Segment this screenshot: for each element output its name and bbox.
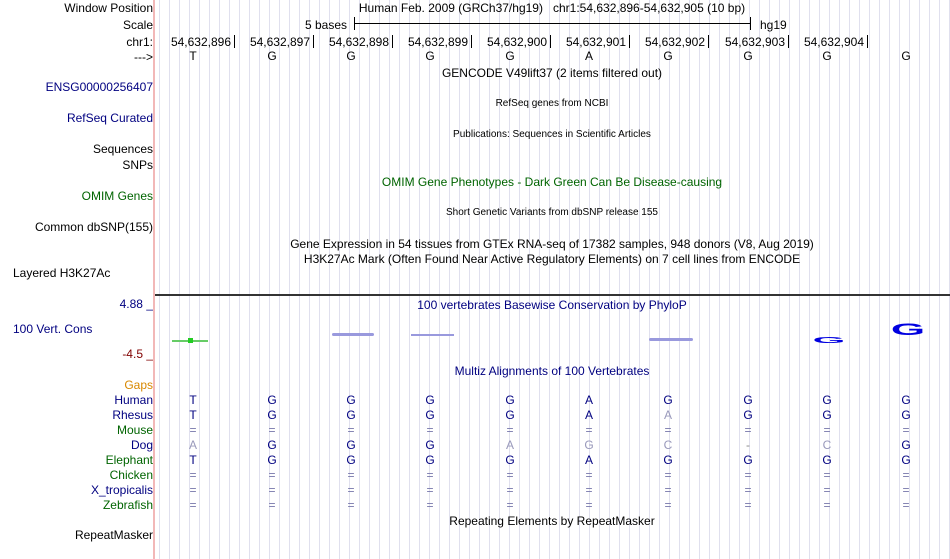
phylop-bar-3 — [332, 333, 374, 336]
aligned-base: G — [425, 393, 435, 407]
aligned-base: G — [267, 393, 277, 407]
phylop-logo-letter-9: G — [812, 335, 846, 345]
grid-line — [629, 0, 630, 559]
phylop-bar-7 — [649, 338, 693, 341]
reference-base: G — [505, 49, 515, 63]
grid-line — [369, 0, 370, 559]
position-tick — [788, 35, 789, 48]
aligned-base: G — [425, 408, 435, 422]
grid-line — [539, 0, 540, 559]
aligned-base: = — [347, 468, 355, 482]
aligned-base: = — [426, 423, 434, 437]
grid-line — [699, 0, 700, 559]
grid-line — [309, 0, 310, 559]
aligned-base: = — [902, 483, 910, 497]
aligned-base: G — [743, 393, 753, 407]
aligned-base: A — [505, 438, 514, 452]
position-tick — [629, 35, 630, 48]
species-label-elephant[interactable]: Elephant — [105, 453, 153, 467]
refseq-curated-label[interactable]: RefSeq Curated — [66, 111, 153, 125]
aligned-base: G — [663, 393, 673, 407]
aligned-base: = — [744, 468, 752, 482]
scale-label: Scale — [122, 18, 153, 32]
grid-line — [609, 0, 610, 559]
gaps-label[interactable]: Gaps — [124, 378, 153, 392]
aligned-base: A — [584, 393, 593, 407]
aligned-base: C — [663, 438, 673, 452]
aligned-base: = — [506, 423, 514, 437]
grid-line — [579, 0, 580, 559]
grid-line — [459, 0, 460, 559]
grid-line — [159, 0, 160, 559]
phylop-min-label: -4.5 _ — [122, 347, 153, 361]
aligned-base: = — [902, 468, 910, 482]
aligned-base: G — [901, 408, 911, 422]
grid-line — [379, 0, 380, 559]
aligned-base: = — [347, 483, 355, 497]
aligned-base: = — [744, 483, 752, 497]
aligned-base: G — [663, 453, 673, 467]
species-label-dog[interactable]: Dog — [130, 438, 153, 452]
grid-line — [679, 0, 680, 559]
refseq-track-title[interactable]: RefSeq genes from NCBI — [495, 98, 609, 109]
grid-line — [809, 0, 810, 559]
phylop-track-title[interactable]: 100 vertebrates Basewise Conservation by PhyloP — [417, 298, 687, 312]
phylop-bar-4 — [411, 334, 454, 336]
aligned-base: = — [902, 498, 910, 512]
position-tick — [550, 35, 551, 48]
strand-arrow-label[interactable]: ---> — [134, 50, 153, 64]
position-label: 54,632,896 — [170, 35, 231, 49]
gencode-item-label[interactable]: ENSG00000256407 — [45, 80, 153, 94]
grid-line — [439, 0, 440, 559]
grid-line — [599, 0, 600, 559]
aligned-base: G — [822, 408, 832, 422]
grid-line — [729, 0, 730, 559]
phylop-max-label: 4.88 _ — [119, 297, 153, 311]
phylop-track-label[interactable]: 100 Vert. Cons — [13, 322, 93, 336]
reference-base: G — [743, 49, 753, 63]
grid-line — [859, 0, 860, 559]
aligned-base: = — [823, 483, 831, 497]
h3k27ac-track-title[interactable]: H3K27Ac Mark (Often Found Near Active Regulatory Elements) on 7 cell lines from ENCODE — [303, 252, 801, 266]
aligned-base: G — [505, 408, 515, 422]
assembly-region-title — [359, 1, 745, 15]
aligned-base: = — [189, 468, 197, 482]
aligned-base: G — [584, 438, 594, 452]
aligned-base: = — [189, 498, 197, 512]
phylop-point-1 — [188, 338, 193, 343]
grid-line — [249, 0, 250, 559]
aligned-base: = — [585, 423, 593, 437]
aligned-base: = — [426, 498, 434, 512]
position-label: 54,632,904 — [803, 35, 864, 49]
grid-line — [299, 0, 300, 559]
aligned-base: = — [744, 498, 752, 512]
aligned-base: G — [267, 453, 277, 467]
reference-base: G — [822, 49, 832, 63]
position-tick — [313, 35, 314, 48]
grid-line — [869, 0, 870, 559]
aligned-base: = — [268, 498, 276, 512]
reference-base: T — [189, 49, 197, 63]
repeatmasker-label[interactable]: RepeatMasker — [74, 528, 153, 542]
aligned-base: G — [346, 453, 356, 467]
grid-line — [449, 0, 450, 559]
aligned-base: = — [664, 483, 672, 497]
grid-line — [259, 0, 260, 559]
aligned-base: = — [189, 423, 197, 437]
species-label-chicken[interactable]: Chicken — [109, 468, 153, 482]
reference-base: G — [425, 49, 435, 63]
aligned-base: G — [505, 453, 515, 467]
reference-base: G — [663, 49, 673, 63]
window-position-label: Window Position — [64, 1, 153, 15]
grid-line — [469, 0, 470, 559]
aligned-base: G — [901, 438, 911, 452]
grid-line — [779, 0, 780, 559]
grid-line — [419, 0, 420, 559]
grid-line — [359, 0, 360, 559]
position-label: 54,632,903 — [724, 35, 785, 49]
aligned-base: A — [663, 408, 672, 422]
aligned-base: - — [746, 438, 750, 452]
position-label: 54,632,902 — [644, 35, 705, 49]
grid-line — [929, 0, 930, 559]
aligned-base: = — [585, 498, 593, 512]
aligned-base: G — [346, 393, 356, 407]
aligned-base: G — [901, 393, 911, 407]
grid-line — [289, 0, 290, 559]
gtex-track-title[interactable]: Gene Expression in 54 tissues from GTEx RNA-seq of 17382 samples, 948 donors (V8, Aug 2019) — [290, 237, 814, 251]
aligned-base: = — [506, 468, 514, 482]
grid-line — [619, 0, 620, 559]
position-label: 54,632,898 — [328, 35, 389, 49]
sequences-label[interactable]: Sequences — [92, 142, 153, 156]
grid-line — [919, 0, 920, 559]
aligned-base: T — [189, 393, 197, 407]
aligned-base: A — [584, 408, 593, 422]
grid-line — [519, 0, 520, 559]
grid-line — [219, 0, 220, 559]
position-tick — [234, 35, 235, 48]
multiz-track-title[interactable]: Multiz Alignments of 100 Vertebrates — [454, 364, 650, 378]
aligned-base: G — [822, 393, 832, 407]
chr-label: chr1: — [126, 35, 153, 49]
track-section-divider — [155, 294, 950, 296]
aligned-base: = — [823, 423, 831, 437]
species-label-zebrafish[interactable]: Zebrafish — [102, 498, 153, 512]
aligned-base: G — [346, 408, 356, 422]
reference-base: A — [584, 49, 593, 63]
position-label: 54,632,899 — [407, 35, 468, 49]
grid-line — [489, 0, 490, 559]
grid-line — [759, 0, 760, 559]
aligned-base: = — [189, 483, 197, 497]
aligned-base: A — [584, 453, 593, 467]
omim-genes-label[interactable]: OMIM Genes — [81, 189, 153, 203]
position-tick — [471, 35, 472, 48]
region-coordinates: chr1:54,632,896-54,632,905 (10 bp) — [552, 1, 746, 15]
aligned-base: G — [822, 453, 832, 467]
grid-line — [479, 0, 480, 559]
aligned-base: G — [901, 453, 911, 467]
scale-bar-right-tick — [750, 17, 751, 30]
position-label: 54,632,900 — [486, 35, 547, 49]
aligned-base: A — [188, 438, 197, 452]
position-label: 54,632,901 — [565, 35, 626, 49]
scale-bar — [354, 23, 751, 24]
grid-line — [839, 0, 840, 559]
aligned-base: = — [506, 483, 514, 497]
grid-line — [169, 0, 170, 559]
assembly-name: Human Feb. 2009 (GRCh37/hg19) — [358, 1, 543, 15]
aligned-base: = — [902, 423, 910, 437]
aligned-base: = — [268, 423, 276, 437]
reference-base: G — [267, 49, 277, 63]
grid-line — [389, 0, 390, 559]
grid-line — [799, 0, 800, 559]
aligned-base: G — [425, 438, 435, 452]
aligned-base: G — [743, 408, 753, 422]
grid-line — [939, 0, 940, 559]
genome-tag: hg19 — [760, 18, 787, 32]
grid-line — [179, 0, 180, 559]
grid-line — [789, 0, 790, 559]
snps-label[interactable]: SNPs — [122, 158, 153, 172]
grid-line — [499, 0, 500, 559]
grid-line — [849, 0, 850, 559]
aligned-base: = — [823, 468, 831, 482]
omim-track-title[interactable]: OMIM Gene Phenotypes - Dark Green Can Be Disease-causing — [381, 175, 723, 189]
aligned-base: = — [664, 423, 672, 437]
grid-line — [649, 0, 650, 559]
grid-line — [399, 0, 400, 559]
species-label-human[interactable]: Human — [114, 393, 153, 407]
dbsnp-track-title[interactable]: Short Genetic Variants from dbSNP release 155 — [446, 207, 658, 218]
grid-line — [769, 0, 770, 559]
aligned-base: T — [189, 408, 197, 422]
grid-line — [879, 0, 880, 559]
reference-base: G — [346, 49, 356, 63]
aligned-base: = — [506, 498, 514, 512]
aligned-base: = — [744, 423, 752, 437]
grid-line — [329, 0, 330, 559]
position-label: 54,632,897 — [249, 35, 310, 49]
publications-track-title[interactable]: Publications: Sequences in Scientific Articles — [453, 129, 651, 140]
aligned-base: T — [189, 453, 197, 467]
dbsnp-label[interactable]: Common dbSNP(155) — [34, 220, 153, 234]
aligned-base: = — [585, 483, 593, 497]
phylop-logo-letter-10: G — [890, 320, 926, 340]
position-tick — [867, 35, 868, 48]
gencode-gene-line[interactable] — [157, 86, 949, 89]
grid-line — [409, 0, 410, 559]
scale-text: 5 bases — [305, 18, 348, 32]
aligned-base: G — [743, 453, 753, 467]
track-label-column — [0, 0, 153, 559]
grid-line — [339, 0, 340, 559]
position-tick — [708, 35, 709, 48]
grid-line — [569, 0, 570, 559]
species-label-mouse[interactable]: Mouse — [116, 423, 153, 437]
aligned-base: C — [822, 438, 832, 452]
grid-line — [639, 0, 640, 559]
h3k27ac-label[interactable]: Layered H3K27Ac — [13, 266, 111, 280]
aligned-base: = — [347, 423, 355, 437]
aligned-base: G — [267, 408, 277, 422]
grid-line — [889, 0, 890, 559]
grid-line — [229, 0, 230, 559]
aligned-base: = — [268, 483, 276, 497]
aligned-base: = — [664, 468, 672, 482]
track-image-area[interactable] — [155, 0, 950, 559]
grid-line — [209, 0, 210, 559]
aligned-base: G — [346, 438, 356, 452]
grid-line — [719, 0, 720, 559]
position-tick — [392, 35, 393, 48]
species-label-rhesus[interactable]: Rhesus — [112, 408, 153, 422]
aligned-base: G — [425, 453, 435, 467]
grid-line — [549, 0, 550, 559]
repeatmasker-track-title[interactable]: Repeating Elements by RepeatMasker — [449, 514, 655, 528]
grid-line — [319, 0, 320, 559]
aligned-base: G — [267, 438, 277, 452]
species-label-x_tropicalis[interactable]: X_tropicalis — [90, 483, 153, 497]
aligned-base: = — [426, 468, 434, 482]
grid-line — [529, 0, 530, 559]
aligned-base: = — [585, 468, 593, 482]
aligned-base: = — [664, 498, 672, 512]
aligned-base: G — [505, 393, 515, 407]
grid-line — [709, 0, 710, 559]
gencode-track-title[interactable]: GENCODE V49lift37 (2 items filtered out) — [441, 66, 663, 80]
grid-line — [689, 0, 690, 559]
grid-line — [239, 0, 240, 559]
aligned-base: = — [823, 498, 831, 512]
grid-line — [559, 0, 560, 559]
aligned-base: = — [347, 498, 355, 512]
aligned-base: = — [268, 468, 276, 482]
aligned-base: = — [426, 483, 434, 497]
reference-base: G — [901, 49, 911, 63]
